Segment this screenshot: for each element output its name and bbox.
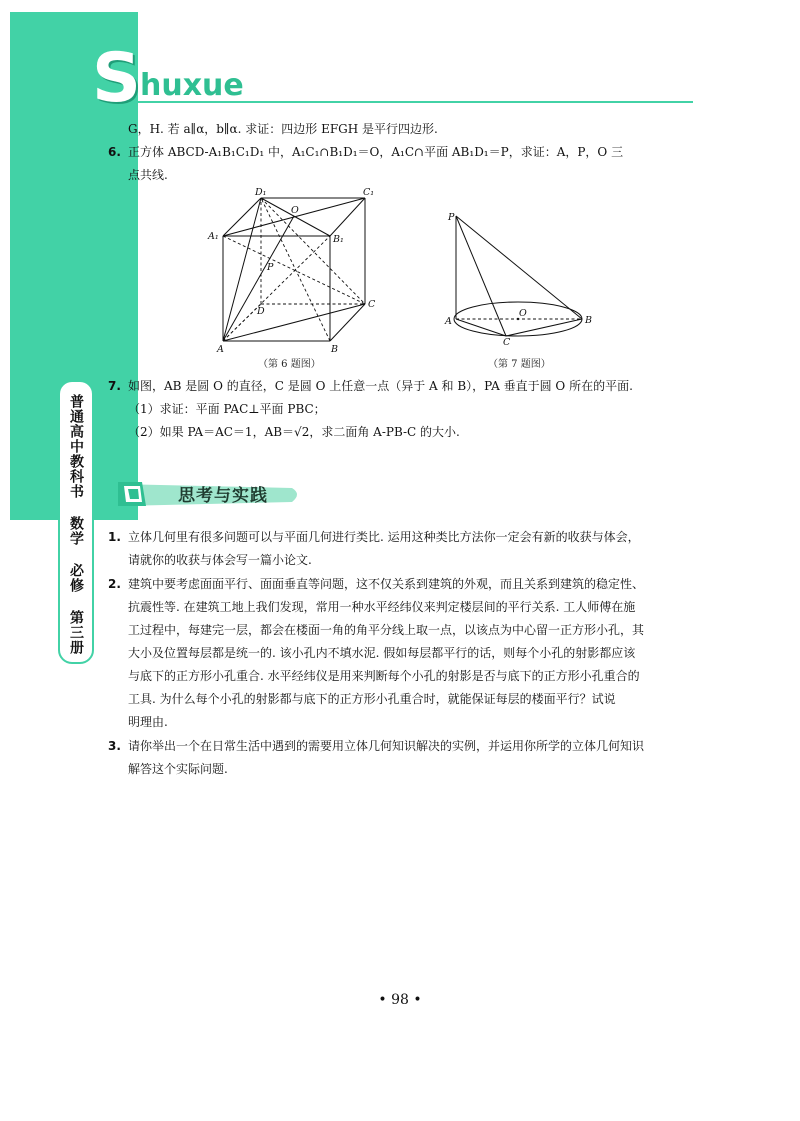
line-AC xyxy=(223,304,365,341)
label-O: O xyxy=(291,205,299,216)
logo-letter-s: S xyxy=(92,39,138,118)
practice-q2-line3: 工过程中，每建完一层，都会在楼面一角的角平分线上取一点，以该点为中心留一正方形小孔，其 xyxy=(128,623,645,637)
problem-7-line1: 如图，AB 是圆 O 的直径，C 是圆 O 上任意一点（异于 A 和 B），PA 垂直于圆 O 所在的平面. xyxy=(128,379,633,393)
book-side-tab xyxy=(58,380,94,664)
label-B: B xyxy=(331,344,338,354)
line-PC xyxy=(456,216,506,336)
edge-CB xyxy=(330,304,365,341)
practice-q2 xyxy=(108,573,696,734)
line-AO xyxy=(223,216,294,341)
diag-B1D1 xyxy=(261,198,330,236)
line-CB xyxy=(506,319,582,336)
figure-7-caption: （第 7 题图） xyxy=(488,359,551,370)
practice-q1-line1: 立体几何里有很多问题可以与平面几何进行类比. 运用这种类比方法你一定会有新的收获与体会， xyxy=(128,530,640,544)
practice-q1 xyxy=(108,526,696,572)
shuxue-logo xyxy=(92,39,244,118)
hidden-AB1 xyxy=(223,236,330,341)
practice-q3-line2: 解答这个实际问题. xyxy=(128,762,228,776)
practice-q3-number: 3. xyxy=(108,739,121,753)
figure-6-caption: （第 6 题图） xyxy=(258,359,321,370)
practice-q2-line7: 明理由. xyxy=(128,715,168,729)
label-C1: C₁ xyxy=(363,187,375,198)
label-A: A xyxy=(445,316,452,327)
practice-q3 xyxy=(108,735,696,781)
hidden-A1C xyxy=(223,236,365,304)
edge-C1B1 xyxy=(330,198,365,236)
practice-q2-line1: 建筑中要考虑面面平行、面面垂直等问题，这不仅关系到建筑的外观，而且关系到建筑的稳定性、 xyxy=(128,577,645,591)
practice-q2-line4: 大小及位置每层都是统一的. 该小孔内不填水泥. 假如每层都平行的话，则每个小孔的射影都应该 xyxy=(128,646,636,660)
hidden-D1C xyxy=(261,198,365,304)
practice-q2-line2: 抗震性等. 在建筑工地上我们发现，常用一种水平经纬仪来判定楼层间的平行关系. 工人师傅在施 xyxy=(128,600,636,614)
problem-7-sub1: （1）求证：平面 PAC⊥平面 PBC； xyxy=(128,402,326,416)
practice-q2-line5: 与底下的正方形小孔重合. 水平经纬仪是用来判断每个小孔的射影是否与底下的正方形小孔重合的 xyxy=(128,669,640,683)
label-B: B xyxy=(585,315,592,326)
problem-6-line2: 点共线. xyxy=(128,168,168,182)
section-title: 思考与实践 xyxy=(178,486,268,506)
side-tab-text: 普通高中教科书 数学 必修 第三册 xyxy=(68,394,84,655)
problem-5-line: G，H. 若 a∥α，b∥α. 求证：四边形 EFGH 是平行四边形. xyxy=(128,122,438,136)
problem-6-line1: 正方体 ABCD-A₁B₁C₁D₁ 中，A₁C₁∩B₁D₁＝O，A₁C∩平面 AB₁D₁＝P，求证：A，P，O 三 xyxy=(128,145,624,159)
label-O: O xyxy=(519,308,527,319)
label-D: D xyxy=(257,306,265,317)
problem-7 xyxy=(108,375,696,444)
label-A: A xyxy=(217,344,224,354)
practice-q3-line1: 请你举出一个在日常生活中遇到的需要用立体几何知识解决的实例，并运用你所学的立体几何知识 xyxy=(128,739,645,753)
edge-A1D1 xyxy=(223,198,261,236)
practice-q1-number: 1. xyxy=(108,530,121,544)
figure-6-cube xyxy=(205,186,385,354)
figure-7-cone xyxy=(440,206,600,346)
label-A1: A₁ xyxy=(208,231,219,242)
problem-6-number: 6. xyxy=(108,145,121,159)
label-C: C xyxy=(368,299,376,310)
line-PB xyxy=(456,216,582,319)
practice-q1-line2: 请就你的收获与体会写一篇小论文. xyxy=(128,553,312,567)
label-C: C xyxy=(503,337,511,346)
label-B1: B₁ xyxy=(333,234,344,245)
label-P: P xyxy=(267,262,274,273)
label-D1: D₁ xyxy=(255,187,267,198)
line-AD1 xyxy=(223,198,261,341)
logo-text: huxue xyxy=(139,68,244,103)
problem-5-continuation xyxy=(108,118,696,141)
practice-q2-line6: 工具. 为什么每个小孔的射影都与底下的正方形小孔重合时，就能保证每层的楼面平行？试说 xyxy=(128,692,616,706)
label-P: P xyxy=(448,212,455,223)
practice-q2-number: 2. xyxy=(108,577,121,591)
problem-7-number: 7. xyxy=(108,379,121,393)
page-number: • 98 • xyxy=(378,992,422,1008)
problem-7-sub2: （2）如果 PA＝AC＝1，AB＝√2，求二面角 A-PB-C 的大小. xyxy=(128,425,460,439)
problem-6 xyxy=(108,141,696,187)
